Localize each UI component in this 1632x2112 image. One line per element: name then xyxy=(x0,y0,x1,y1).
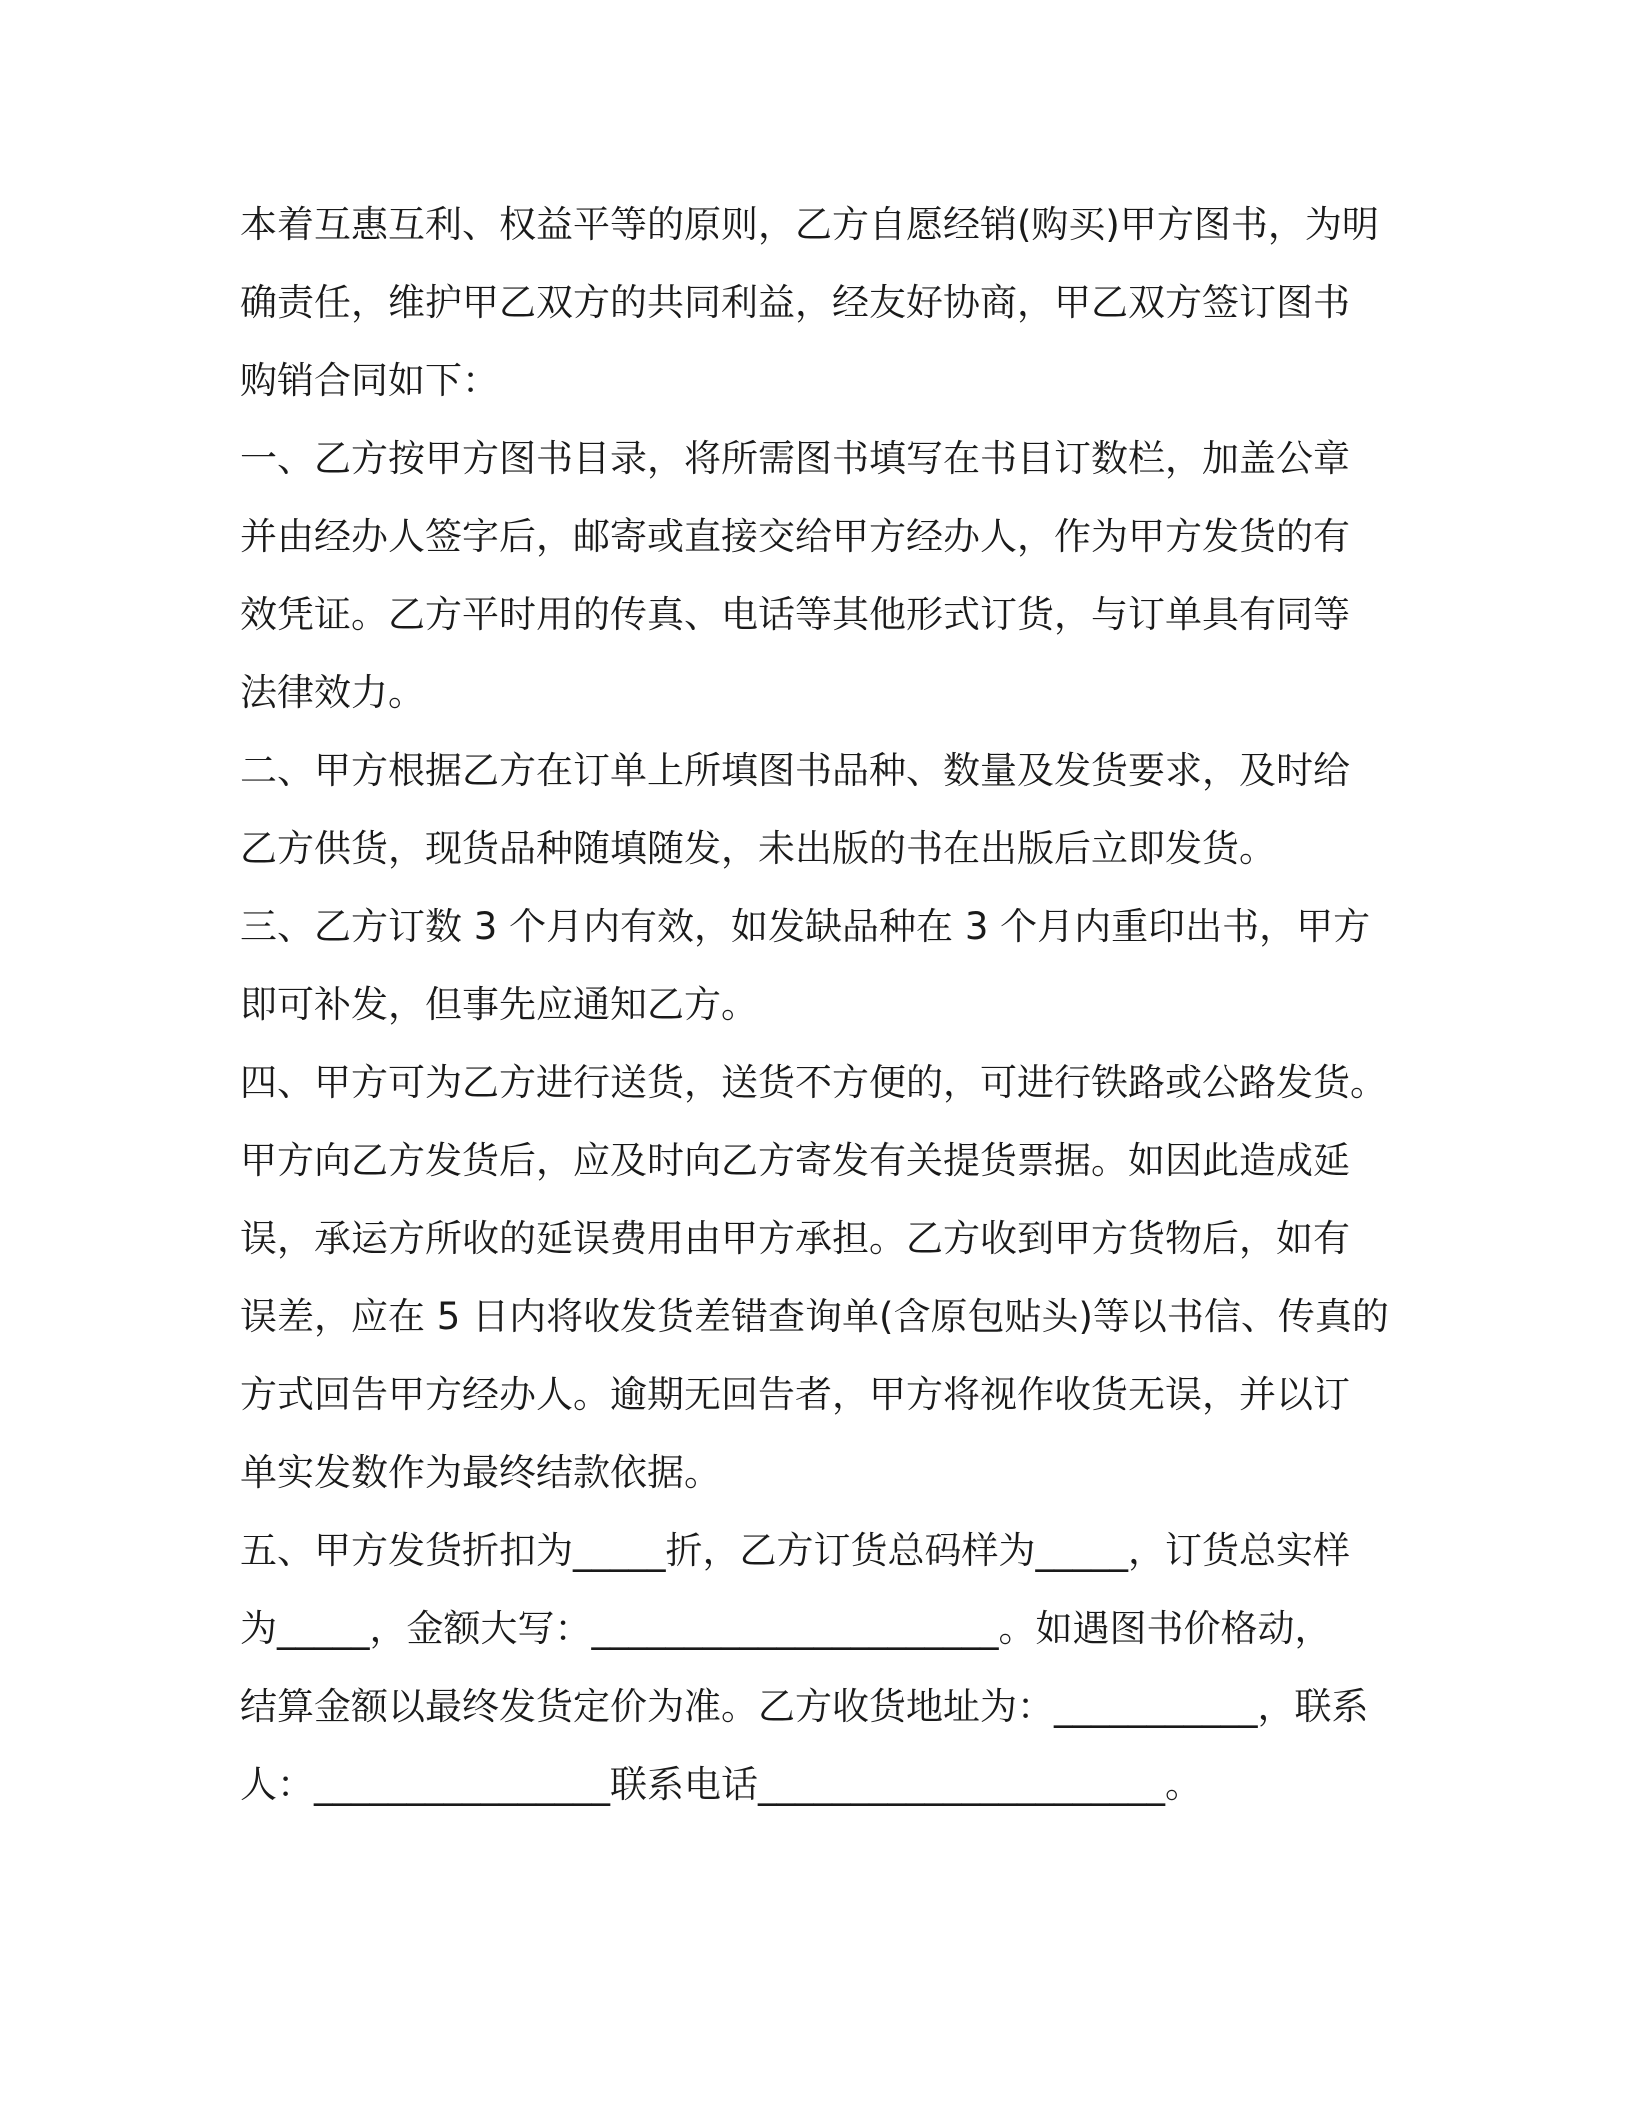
text-line: 五、甲方发货折扣为_____折，乙方订货总码样为_____，订货总实样 xyxy=(240,1529,1350,1572)
text-line: 甲方向乙方发货后，应及时向乙方寄发有关提货票据。如因此造成延 xyxy=(240,1139,1350,1182)
text-line: 乙方供货，现货品种随填随发，未出版的书在出版后立即发货。 xyxy=(240,827,1276,870)
text-line: 为_____，金额大写：______________________。如遇图书价格动， xyxy=(240,1607,1332,1650)
text-line: 方式回告甲方经办人。逾期无回告者，甲方将视作收货无误，并以订 xyxy=(240,1373,1350,1416)
text-line: 人：________________联系电话______________________。 xyxy=(240,1763,1202,1806)
text-line: 三、乙方订数 3 个月内有效，如发缺品种在 3 个月内重印出书，甲方 xyxy=(240,905,1371,948)
text-line: 确责任，维护甲乙双方的共同利益，经友好协商，甲乙双方签订图书 xyxy=(240,281,1350,324)
text-line: 本着互惠互利、权益平等的原则，乙方自愿经销(购买)甲方图书，为明 xyxy=(240,203,1379,246)
text-line: 购销合同如下： xyxy=(240,359,499,402)
text-line: 一、乙方按甲方图书目录，将所需图书填写在书目订数栏，加盖公章 xyxy=(240,437,1350,480)
text-line: 并由经办人签字后，邮寄或直接交给甲方经办人，作为甲方发货的有 xyxy=(240,515,1350,558)
contract-body xyxy=(240,186,1400,1824)
text-line: 即可补发，但事先应通知乙方。 xyxy=(240,983,758,1026)
text-line: 误差，应在 5 日内将收发货差错查询单(含原包贴头)等以书信、传真的 xyxy=(240,1295,1389,1338)
text-line: 法律效力。 xyxy=(240,671,425,714)
text-line: 四、甲方可为乙方进行送货，送货不方便的，可进行铁路或公路发货。 xyxy=(240,1061,1387,1104)
text-line: 效凭证。乙方平时用的传真、电话等其他形式订货，与订单具有同等 xyxy=(240,593,1350,636)
text-line: 结算金额以最终发货定价为准。乙方收货地址为：___________，联系 xyxy=(240,1685,1369,1728)
text-line: 误，承运方所收的延误费用由甲方承担。乙方收到甲方货物后，如有 xyxy=(240,1217,1350,1260)
text-line: 单实发数作为最终结款依据。 xyxy=(240,1451,721,1494)
text-line: 二、甲方根据乙方在订单上所填图书品种、数量及发货要求，及时给 xyxy=(240,749,1350,792)
